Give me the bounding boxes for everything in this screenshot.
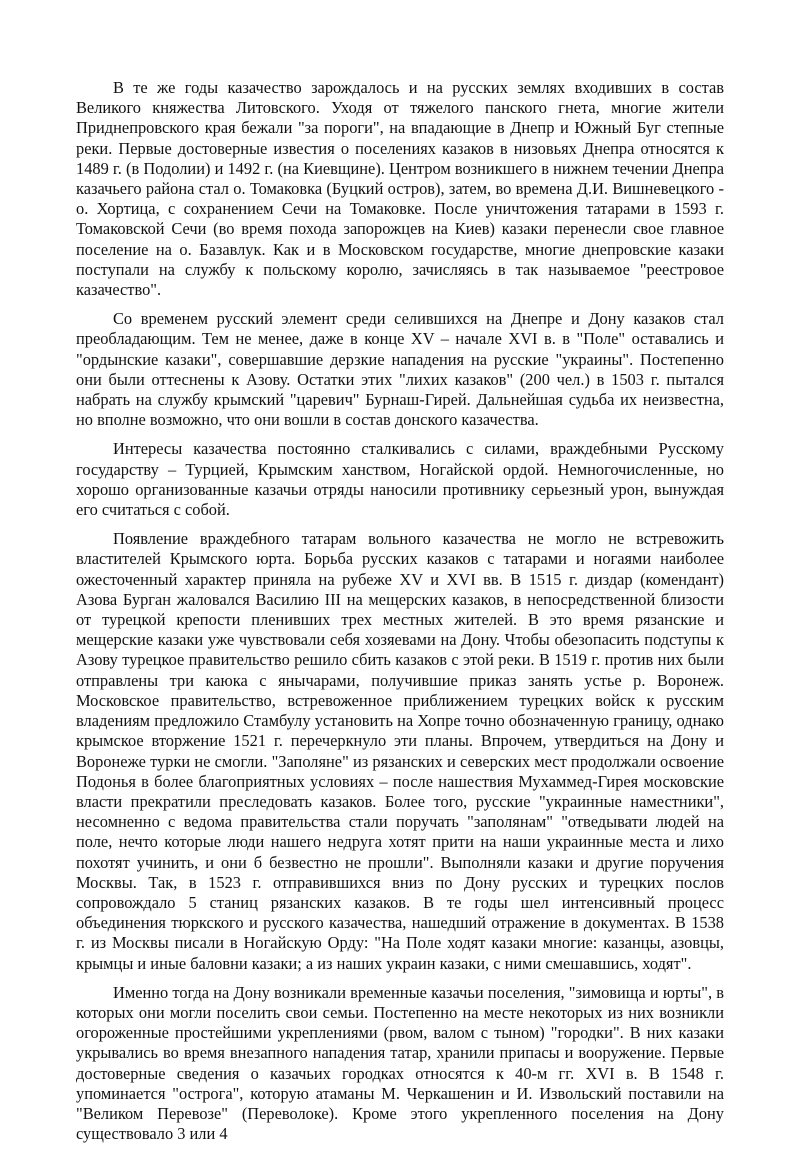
paragraph: В те же годы казачество зарождалось и на русских землях входивших в состав Великого княжества Литовского. Уходя от тяжелого панского гнета, многие жители Приднепровского края бежали "за пороги", на впадающие в Днепр и Южный Буг степные реки. Первые достоверные известия о поселениях казаков в низовьях Днепра относятся к 1489 г. (в Подолии) и 1492 г. (на Киевщине). Центром возникшего в нижнем течении Днепра казачьего района стал о. Томаковка (Буцкий остров), затем, во времена Д.И. Вишневецкого - о. Хортица, с сохранением Сечи на Томаковке. После уничтожения татарами в 1593 г. Томаковской Сечи (во время похода запорожцев на Киев) казаки перенесли свое главное поселение на о. Базавлук. Как и в Московском государстве, многие днепровские казаки поступали на службу к польскому королю, зачисляясь в так называемое "реестровое казачество". xyxy=(76,78,724,300)
document-page xyxy=(76,78,724,1153)
paragraph: Со временем русский элемент среди селившихся на Днепре и Дону казаков стал преобладающим. Тем не менее, даже в конце XV – начале XVI в. в "Поле" оставались и "ордынские казаки", совершавшие дерзкие нападения на русские "украины". Постепенно они были оттеснены к Азову. Остатки этих "лихих казаков" (200 чел.) в 1503 г. пытался набрать на службу крымский "царевич" Бурнаш-Гирей. Дальнейшая судьба их неизвестна, но вполне возможно, что они вошли в состав донского казачества. xyxy=(76,309,724,430)
paragraph: Появление враждебного татарам вольного казачества не могло не встревожить властителей Крымского юрта. Борьба русских казаков с татарами и ногаями наиболее ожесточенный характер приняла на рубеже XV и XVI вв. В 1515 г. диздар (комендант) Азова Бурган жаловался Василию III на мещерских казаков, в непосредственной близости от турецкой крепости пленивших трех местных жителей. В это время рязанские и мещерские казаки уже чувствовали себя хозяевами на Дону. Чтобы обезопасить подступы к Азову турецкое правительство решило сбить казаков с этой реки. В 1519 г. против них были отправлены три каюка с янычарами, получившие приказ занять устье р. Воронеж. Московское правительство, встревоженное приближением турецких войск к русским владениям предложило Стамбулу установить на Хопре точно обозначенную границу, однако крымское вторжение 1521 г. перечеркнуло эти планы. Впрочем, утвердиться на Дону и Воронеже турки не смогли. "Заполяне" из рязанских и северских мест продолжали освоение Подонья в более благоприятных условиях – после нашествия Мухаммед-Гирея московские власти прекратили преследовать казаков. Более того, русские "украинные наместники", несомненно с ведома правительства стали поручать "заполянам" "отведывати людей на поле, нечто которые люди нашего недруга хотят прити на наши украинные места и лихо похотят учинить, и они б безвестно не прошли". Выполняли казаки и другие поручения Москвы. Так, в 1523 г. отправившихся вниз по Дону русских и турецких послов сопровождало 5 станиц рязанских казаков. В те годы шел интенсивный процесс объединения тюркского и русского казачества, нашедший отражение в документах. В 1538 г. из Москвы писали в Ногайскую Орду: "На Поле ходят казаки многие: казанцы, азовцы, крымцы и иные баловни казаки; а из наших украин казаки, с ними смешавшись, ходят". xyxy=(76,529,724,973)
paragraph: Интересы казачества постоянно сталкивались с силами, враждебными Русскому государству – Турцией, Крымским ханством, Ногайской ордой. Немногочисленные, но хорошо организованные казачьи отряды наносили противнику серьезный урон, вынуждая его считаться с собой. xyxy=(76,439,724,520)
paragraph: Именно тогда на Дону возникали временные казачьи поселения, "зимовища и юрты", в которых они могли поселить свои семьи. Постепенно на месте некоторых из них возникли огороженные простейшими укреплениями (рвом, валом с тыном) "городки". В них казаки укрывались во время внезапного нападения татар, хранили припасы и вооружение. Первые достоверные сведения о казачьих городках относятся к 40-м гг. XVI в. В 1548 г. упоминается "острога", которую атаманы М. Черкашенин и И. Извольский поставили на "Великом Перевозе" (Переволоке). Кроме этого укрепленного поселения на Дону существовало 3 или 4 xyxy=(76,982,724,1144)
